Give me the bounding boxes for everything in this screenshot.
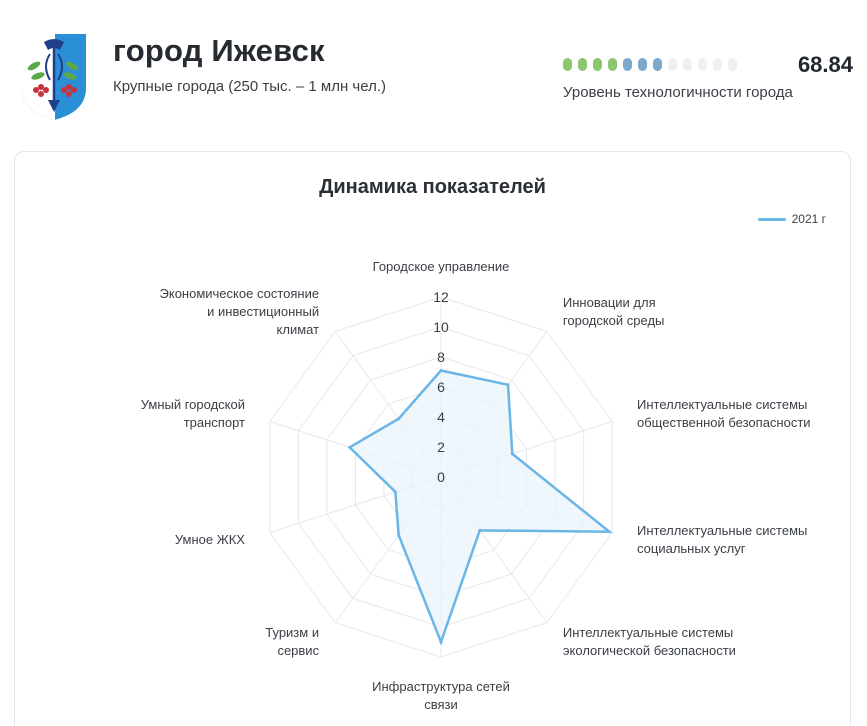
chart-title: Динамика показателей (319, 176, 546, 198)
axis-label: Экономическое состояние (159, 285, 320, 301)
tick-label: 10 (433, 319, 449, 335)
axis-label: Умное ЖКХ (174, 532, 245, 548)
city-crest-icon (20, 32, 88, 122)
axis-label: городской среды (562, 312, 665, 328)
axis-label: общественной безопасности (637, 414, 811, 430)
level-dot-green (578, 58, 587, 71)
axis-label: Инновации для (562, 294, 656, 310)
tick-label: 4 (437, 409, 445, 425)
axis-label: Городское управление (372, 259, 510, 274)
axis-label: сервис (277, 643, 320, 659)
city-category: Крупные города (250 тыс. – 1 млн чел.) (113, 78, 386, 95)
axis-label: Интеллектуальные системы (637, 523, 808, 539)
level-dot-green (608, 58, 617, 71)
level-dot-green (563, 58, 572, 71)
radar-chart (15, 152, 852, 726)
data-point (507, 383, 510, 386)
axis-label: экологической безопасности (562, 643, 736, 659)
data-point (397, 417, 400, 420)
tick-label: 0 (437, 469, 445, 485)
city-header (0, 0, 867, 140)
axis-label: Инфраструктура сетей (372, 679, 510, 694)
tick-label: 2 (437, 439, 445, 455)
axis-label: Интеллектуальные системы (562, 625, 734, 641)
axis-label: и инвестиционный (207, 303, 320, 319)
tech-score: 68.84 (797, 52, 853, 77)
axis-label: связи (424, 697, 458, 712)
level-dot-blue (638, 58, 647, 71)
tick-label: 6 (437, 379, 445, 395)
level-dot-empty (713, 58, 722, 71)
axis-label: транспорт (183, 414, 245, 430)
city-title: город Ижевск (113, 33, 325, 68)
axis-label: Интеллектуальные системы (637, 396, 808, 412)
level-dot-empty (683, 58, 692, 71)
level-dots (563, 58, 737, 71)
level-dot-blue (653, 58, 662, 71)
series-area (350, 371, 610, 643)
tick-label: 12 (433, 289, 449, 305)
chart-card (14, 151, 851, 726)
axis-label: Умный городской (140, 396, 245, 412)
level-dot-empty (668, 58, 677, 71)
level-dot-blue (623, 58, 632, 71)
level-dot-green (593, 58, 602, 71)
data-point (397, 534, 400, 537)
axis-label: климат (276, 321, 320, 337)
data-point (394, 490, 397, 493)
data-point (608, 530, 611, 533)
axis-label: социальных услуг (637, 541, 746, 557)
legend-label: 2021 г (791, 212, 826, 226)
data-point (440, 369, 443, 372)
data-point (348, 446, 351, 449)
level-dot-empty (698, 58, 707, 71)
data-point (478, 529, 481, 532)
tech-level-indicator (563, 52, 853, 112)
data-point (440, 641, 443, 644)
data-point (511, 452, 514, 455)
tech-level-label: Уровень технологичности города (563, 84, 793, 101)
axis-label: Туризм и (265, 625, 320, 641)
level-dot-empty (728, 58, 737, 71)
tick-label: 8 (437, 349, 445, 365)
